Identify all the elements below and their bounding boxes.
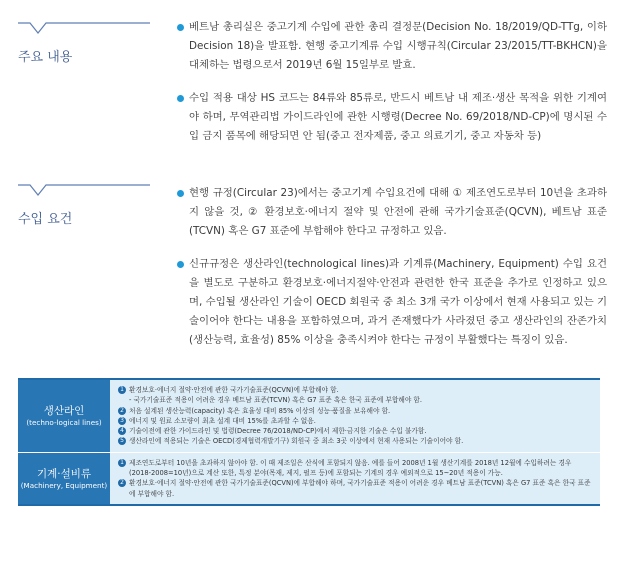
section-body xyxy=(177,184,607,350)
row-label xyxy=(18,380,110,452)
row-label-main: 생산라인 xyxy=(43,405,85,418)
row-label-main: 기계·설비류 xyxy=(36,467,92,480)
section-title: 주요 내용 xyxy=(18,50,73,65)
table-row xyxy=(18,378,600,452)
requirements-table xyxy=(18,378,600,506)
section-import-requirements xyxy=(0,180,624,370)
row-label xyxy=(18,453,110,504)
row-content xyxy=(110,380,600,452)
section-main-content xyxy=(0,18,624,168)
bullet-dot-icon xyxy=(177,95,184,102)
item-text: 환경보호·에너지 절약·안전에 관한 국가기술표준(QCVN)에 부합해야 함. xyxy=(129,386,339,394)
row-content xyxy=(110,453,600,504)
item-text: 에너지 및 원료 소모량이 최초 설계 대비 15%를 초과할 수 없음. xyxy=(129,416,316,425)
bullet-text: 현행 규정(Circular 23)에서는 중고기계 수입요건에 대해 ① 제조연도로부터 10년을 초과하지 않을 것, ② 환경보호·에너지 절약 및 안전에 관해 국가기술표준(QCVN), 베트남 표준(TCVN) 혹은 G7 표준에 부합해야 한다고 규정하고 있음. xyxy=(189,187,607,237)
bullet-text: 신규규정은 생산라인(technological lines)과 기계류(Machinery, Equipment) 수입 요건을 별도로 구분하고 환경보호·에너지절약·안전과 관련한 한국 표준을 추가로 인정하고 있으며, 수입될 생산라인 기술이 OECD 회원국 중 최소 3개 국가 이상에서 현재 사용되고 있는 기술이어야 한다는 내용을 포함하였으며, 과거 존재했다가 사라졌던 중고 생산라인의 잔존가치(생산능력, 효율성) 85% 이상을 충족시켜야 한다는 규정이 부활했다는 특징이 있음. xyxy=(189,258,607,346)
number-badge: 5 xyxy=(118,437,126,445)
list-item xyxy=(118,406,592,416)
section-body xyxy=(177,18,607,146)
bullet-text: 베트남 총리실은 중고기계 수입에 관한 총리 결정문(Decision No. 18/2019/QD-TTg, 이하 Decision 18)을 발표함. 현행 중고기계류 수입 시행규칙(Circular 23/2015/TT-BKHCN)을 대체하는 법령으로서 2019년 6월 15일부로 발효. xyxy=(189,21,607,71)
bullet-item xyxy=(177,255,607,350)
bullet-item xyxy=(177,18,607,75)
bullet-item xyxy=(177,89,607,146)
bullet-dot-icon xyxy=(177,24,184,31)
list-item xyxy=(118,458,592,479)
list-item xyxy=(118,426,592,436)
list-item xyxy=(118,416,592,426)
list-subitem: - 국가기술표준 적용이 어려운 경우 베트남 표준(TCVN) 혹은 G7 표준 혹은 한국 표준에 부합해야 함. xyxy=(129,396,422,405)
chevron-rule-icon xyxy=(18,22,150,36)
chevron-rule-icon xyxy=(18,184,150,198)
table-row xyxy=(18,452,600,506)
number-badge: 4 xyxy=(118,427,126,435)
section-title: 수입 요건 xyxy=(18,212,73,227)
list-item xyxy=(118,385,592,395)
number-badge: 3 xyxy=(118,417,126,425)
item-text: 기술이전에 관한 가이드라인 및 법령(Decree 76/2018/ND-CP)에서 제한·금지한 기술은 수입 불가함. xyxy=(129,427,427,436)
item-text: 제조연도로부터 10년을 초과하지 않아야 함. 이 때 제조일은 산식에 포함되지 않음. 예를 들어 2008년 1월 생산기계를 2018년 12월에 수입하려는 경우 (2018-2008=10년)으로 계산 또한, 특정 분야(목재, 제지, 펄프 등)에 포함되는 기계의 경우 예외적으로 15~20년 적용이 가능. xyxy=(129,458,572,478)
bullet-text: 수입 적용 대상 HS 코드는 84류와 85류로, 반드시 베트남 내 제조·생산 목적을 위한 기계여야 하며, 무역관리법 가이드라인에 관한 시행령(Decree No. 69/2018/ND-CP)에 명시된 수입 금지 품목에 해당되면 안 됨(중고 전자제품, 중고 의료기기, 중고 자동차 등) xyxy=(189,92,607,142)
bullet-item xyxy=(177,184,607,241)
list-item xyxy=(118,436,592,446)
row-label-sub: (techno-logical lines) xyxy=(26,418,102,428)
number-badge: 1 xyxy=(118,459,126,467)
item-text: 환경보호·에너지 절약·안전에 관한 국가기술표준(QCVN)에 부합해야 하며, 국가기술표준 적용이 어려운 경우 베트남 표준(TCVN) 혹은 G7 표준 혹은 한국 표준에 부합해야 함. xyxy=(129,479,591,498)
list-item xyxy=(118,478,592,499)
number-badge: 2 xyxy=(118,407,126,415)
number-badge: 1 xyxy=(118,386,126,394)
bullet-dot-icon xyxy=(177,190,184,197)
bullet-dot-icon xyxy=(177,261,184,268)
row-label-sub: (Machinery, Equipment) xyxy=(20,480,108,490)
number-badge: 2 xyxy=(118,479,126,487)
item-text: 처음 설계된 생산능력(capacity) 혹은 효율성 대비 85% 이상의 성능·품질을 보유해야 함. xyxy=(129,406,391,415)
item-text: 생산라인에 적용되는 기술은 OECD(경제협력개발기구) 회원국 중 최소 3곳 이상에서 현재 사용되는 기술이어야 함. xyxy=(129,437,464,446)
